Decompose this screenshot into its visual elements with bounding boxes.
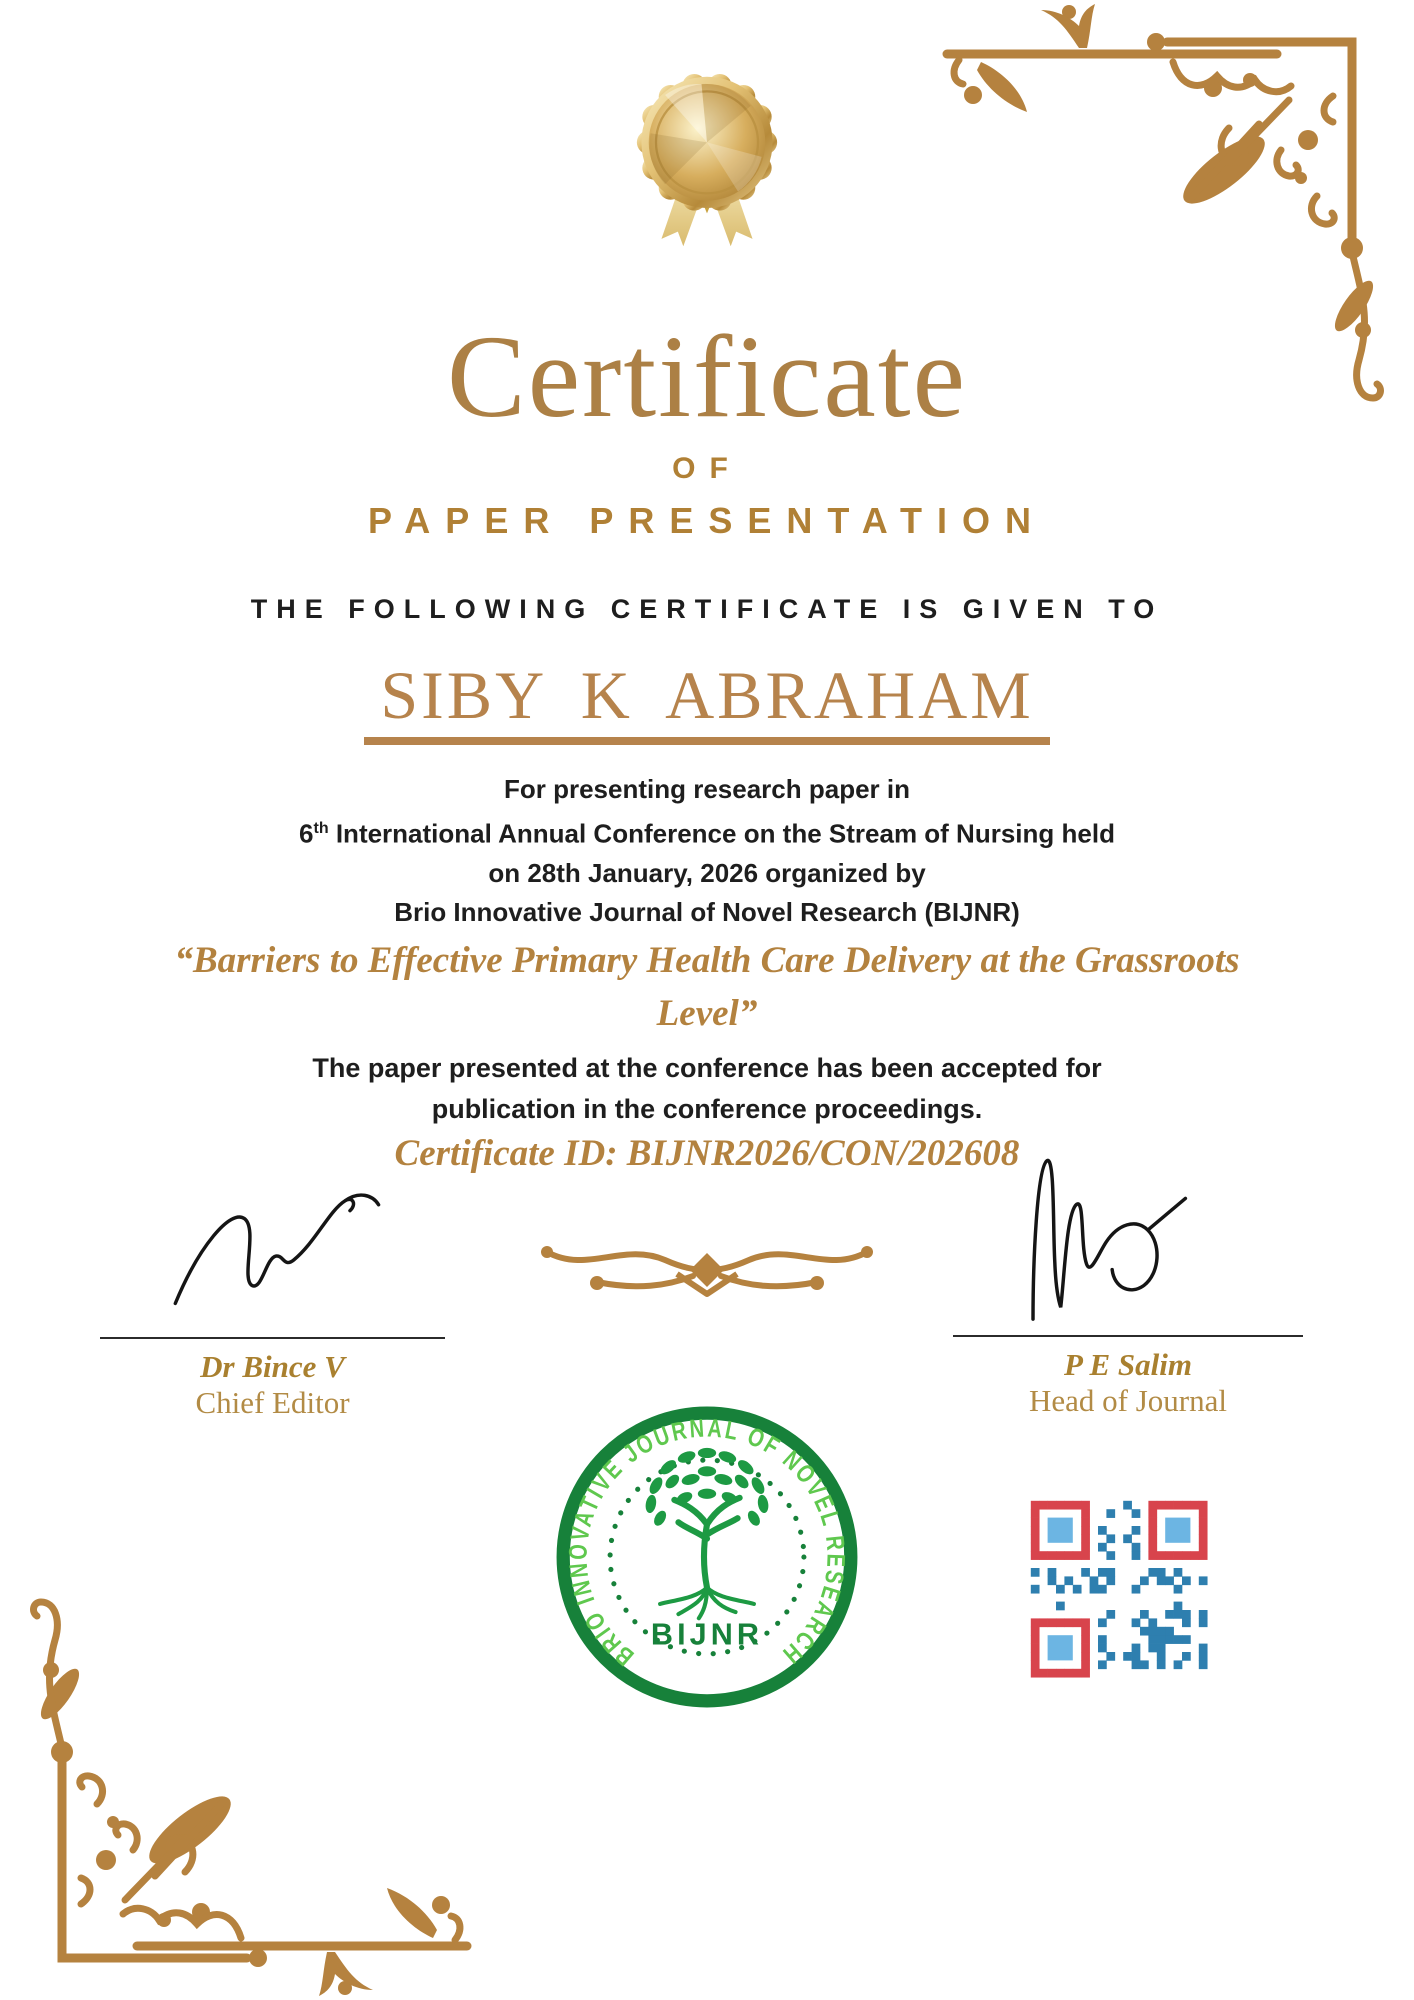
recipient-name: SIBY K ABRAHAM [364,660,1049,745]
signature-block-chief-editor [100,1185,445,1421]
qr-code [1014,1484,1224,1694]
ordinal-suffix: th [313,820,329,837]
body-line: For presenting research paper in [503,774,910,804]
body-line: Brio Innovative Journal of Novel Research (BIJNR) [394,896,1020,927]
corner-ornament-bottom-left [0,1555,485,2000]
signature-block-head-of-journal [953,1143,1303,1419]
signature-line [100,1337,445,1339]
bijnr-logo [554,1404,860,1710]
conference-name: International Annual Conference on the Stream of Nursing held [328,818,1115,849]
signatory-name: Dr Bince V [200,1349,345,1384]
signature-head-of-journal-icon [1018,1143,1238,1331]
logo-ring-text: BRIO INNOVATIVE JOURNAL OF NOVEL RESEARCH [564,1414,850,1673]
medal-icon [625,64,789,251]
signatory-role: Head of Journal [1029,1383,1227,1418]
signature-chief-editor-icon [158,1185,388,1333]
body-line [0,809,1414,854]
recipient-name-wrap [0,657,1414,745]
body-text [0,770,1414,932]
conference-number: 6 [299,818,314,849]
paper-title: “Barriers to Effective Primary Health Care Delivery at the Grassroots Level” [174,940,1240,1034]
subtitle-paper-presentation: PAPER PRESENTATION [367,500,1047,541]
intro-line: THE FOLLOWING CERTIFICATE IS GIVEN TO [250,594,1164,624]
gold-medal [625,64,789,250]
signature-line [953,1335,1303,1337]
subtitle-of: OF [672,452,742,485]
signatory-role: Chief Editor [195,1385,350,1420]
divider-flourish [527,1230,887,1300]
certificate-title: Certificate [447,311,967,442]
acceptance-text: The paper presented at the conference has been accepted for publication in the conference proceedings. [312,1053,1102,1124]
signatory-name: P E Salim [1063,1347,1193,1382]
body-line: on 28th January, 2026 organized by [488,857,926,888]
certificate-id: Certificate ID: BIJNR2026/CON/202608 [394,1133,1020,1174]
logo-acronym: BIJNR [650,1617,764,1652]
